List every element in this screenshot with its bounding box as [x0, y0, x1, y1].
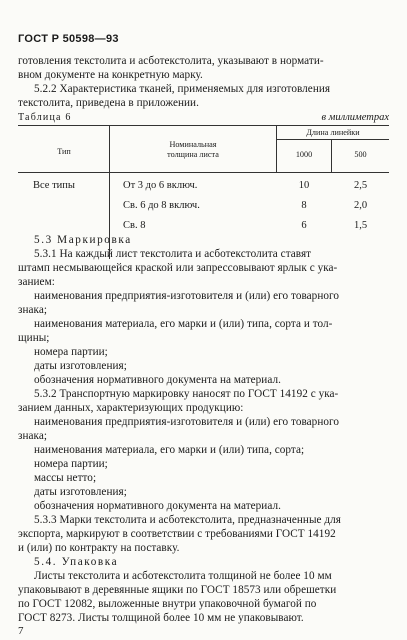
table-cell-thickness: Св. 8 [123, 220, 146, 231]
text-line: готовления текстолита и асботекстолита, указывают в нормати- [18, 55, 324, 67]
table-header-type: Тип [57, 147, 71, 156]
text-line: Листы текстолита и асботекстолита толщиной не более 10 мм [34, 570, 332, 582]
table-caption: Таблица 6 [18, 112, 72, 123]
text-line: 5.2.2 Характеристика тканей, применяемых для изготовления [34, 83, 331, 95]
table-top-rule [18, 125, 389, 126]
text-line: наименования материала, его марки и (или) типа, сорта и тол- [34, 318, 333, 330]
text-line: даты изготовления; [34, 486, 127, 498]
table-cell-len2: 1,5 [353, 220, 368, 231]
table-col-divider [331, 139, 332, 172]
table-cell-thickness: От 3 до 6 включ. [123, 180, 198, 191]
text-line: по ГОСТ 12082, выложенные внутри упаковочной бумагой по [18, 598, 317, 610]
table-cell-len1: 6 [301, 220, 307, 231]
table-cell-len1: 8 [301, 200, 307, 211]
table-header-len2: 500 [354, 150, 367, 159]
text-line: 5.3.2 Транспортную маркировку наносят по ГОСТ 14192 с ука- [34, 388, 339, 400]
text-line: щины; [18, 332, 50, 344]
text-line: и (или) по контракту на поставку. [18, 542, 180, 554]
section-title: 5.4. Упаковка [34, 556, 119, 568]
table-cell-len2: 2,0 [353, 200, 368, 211]
text-line: упаковывают в деревянные ящики по ГОСТ 18573 или обрешетки [18, 584, 337, 596]
text-line: наименования предприятия-изготовителя и (или) его товарного [34, 290, 339, 302]
text-line: текстолита, приведена в приложении. [18, 97, 199, 109]
table-cell-len1: 10 [298, 180, 310, 191]
length-sub-rule [276, 139, 389, 140]
table-header-length: Длина линейки [306, 128, 360, 137]
text-line: штамп несмывающейся краской или запрессовывают ярлык с ука- [18, 262, 338, 274]
page-number: 7 [18, 625, 24, 637]
text-line: знака; [18, 304, 48, 316]
text-line: вном документе на конкретную марку. [18, 69, 203, 81]
text-line: номера партии; [34, 346, 108, 358]
text-line: номера партии; [34, 458, 108, 470]
text-line: знака; [18, 430, 48, 442]
table-col-divider [276, 125, 277, 172]
text-line: занием: [18, 276, 55, 288]
table-cell-type: Все типы [33, 180, 75, 191]
table-header-rule [18, 172, 389, 173]
text-line: занием данных, характеризующих продукцию: [18, 402, 244, 414]
document-header: ГОСТ Р 50598—93 [18, 33, 119, 45]
section-title: 5.3 Маркировка [34, 234, 132, 246]
text-line: наименования материала, его марки и (или) типа, сорта; [34, 444, 305, 456]
table-header-thickness-line: Номинальная [169, 140, 217, 149]
text-line: ГОСТ 8273. Листы толщиной более 10 мм не упаковывают. [18, 612, 304, 624]
text-line: обозначения нормативного документа на материал. [34, 500, 281, 512]
table-units: в миллиметрах [321, 112, 389, 123]
text-line: экспорта, маркируют в соответствии с требованиями ГОСТ 14192 [18, 528, 336, 540]
text-line: 5.3.1 На каждый лист текстолита и асботекстолита ставят [34, 248, 312, 260]
text-line: обозначения нормативного документа на материал. [34, 374, 281, 386]
table-header-thickness [112, 140, 274, 160]
text-line: 5.3.3 Марки текстолита и асботекстолита, предназначенные для [34, 514, 341, 526]
text-line: массы нетто; [34, 472, 97, 484]
table-cell-thickness: Св. 6 до 8 включ. [123, 200, 200, 211]
table-header-thickness-line: толщина листа [167, 150, 219, 159]
text-line: даты изготовления; [34, 360, 127, 372]
table-header-len1: 1000 [295, 150, 313, 159]
table-cell-len2: 2,5 [353, 180, 368, 191]
text-line: наименования предприятия-изготовителя и (или) его товарного [34, 416, 339, 428]
